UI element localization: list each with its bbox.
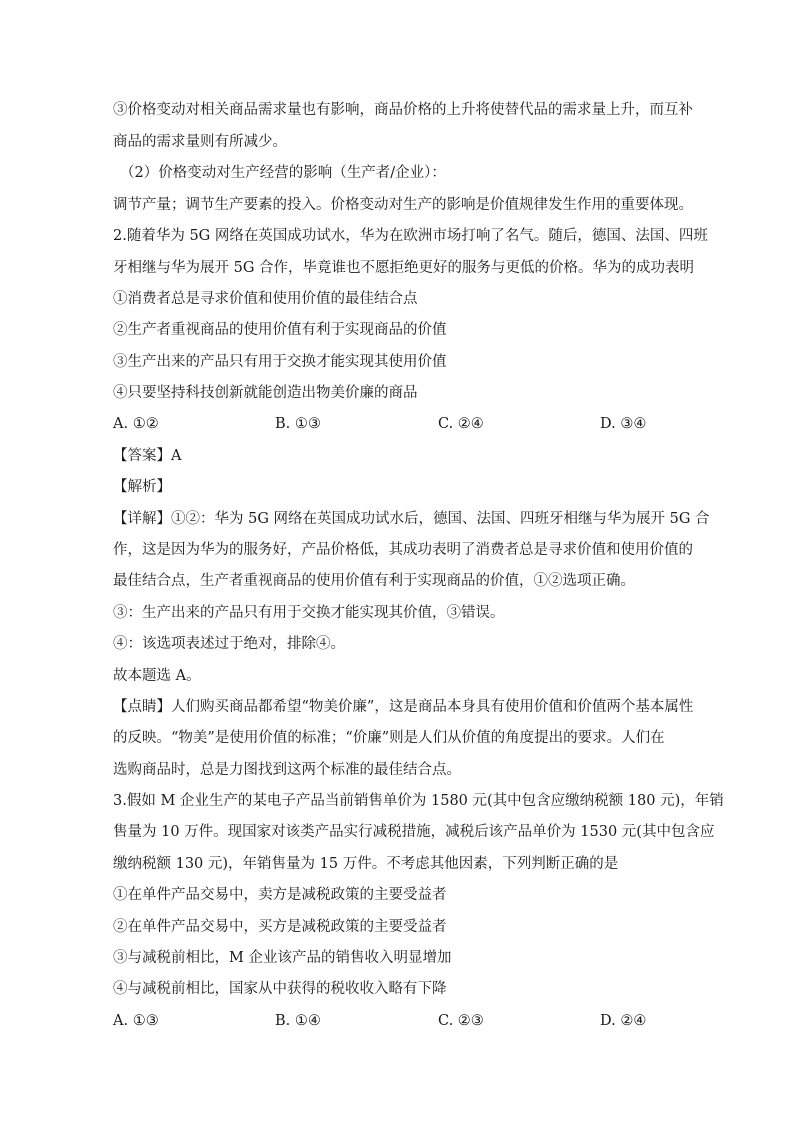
answer-label: 【答案】A [113,448,182,464]
text-line: 调节产量；调节生产要素的投入。价格变动对生产的影响是价值规律发生作用的重要体现。 [113,197,693,213]
explanation-line: 【详解】①②：华为 5G 网络在英国成功试水后，德国、法国、四班牙相继与华为展开 5G 合 [113,511,710,527]
explanation-line: 故本题选 A。 [113,668,201,684]
option-b: B. ①③ [275,416,321,432]
text-line: 商品的需求量则有所减少。 [113,134,287,150]
option-d: D. ③④ [600,416,647,432]
text-line: ③价格变动对相关商品需求量也有影响，商品价格的上升将使替代品的需求量上升，而互补 [113,102,693,118]
section-heading: （2）价格变动对生产经营的影响（生产者/企业）： [120,165,446,181]
question-2-stem: 2.随着华为 5G 网络在英国成功试水，华为在欧洲市场打响了名气。随后，德国、法国、四班 [113,228,708,244]
statement-item: ①在单件产品交易中，卖方是减税政策的主要受益者 [113,887,447,903]
statement-item: ②在单件产品交易中，买方是减税政策的主要受益者 [113,919,447,935]
tip-line: 选购商品时，总是力图找到这两个标准的最佳结合点。 [113,762,461,778]
tip-line: 的反映。“物美”是使用价值的标准；“价廉”则是人们从价值的角度提出的要求。人们在 [113,730,665,746]
tip-line: 【点睛】人们购买商品都希望“物美价廉”，这是商品本身具有使用价值和价值两个基本属性 [113,699,694,715]
statement-item: ②生产者重视商品的使用价值有利于实现商品的价值 [113,322,447,338]
question-2-stem: 牙相继与华为展开 5G 合作，毕竟谁也不愿拒绝更好的服务与更低的价格。华为的成功表明 [113,260,695,276]
statement-item: ③与减税前相比，M 企业该产品的销售收入明显增加 [113,950,452,966]
statement-item: ④与减税前相比，国家从中获得的税收收入略有下降 [113,981,447,997]
explanation-line: ③：生产出来的产品只有用于交换才能实现其价值，③错误。 [113,605,505,621]
option-b: B. ①④ [275,1013,321,1029]
option-a: A. ①② [113,416,159,432]
question-3-stem: 缴纳税额 130 元)，年销售量为 15 万件。不考虑其他因素，下列判断正确的是 [113,856,619,872]
statement-item: ①消费者总是寻求价值和使用价值的最佳结合点 [113,291,418,307]
option-d: D. ②④ [600,1013,647,1029]
statement-item: ④只要坚持科技创新就能创造出物美价廉的商品 [113,385,418,401]
explanation-line: ④：该选项表述过于绝对，排除④。 [113,636,345,652]
statement-item: ③生产出来的产品只有用于交换才能实现其使用价值 [113,354,447,370]
option-a: A. ①③ [113,1013,159,1029]
question-3-stem: 3.假如 M 企业生产的某电子产品当前销售单价为 1580 元(其中包含应缴纳税额 180 元)，年销 [113,793,724,809]
option-c: C. ②④ [438,416,484,432]
analysis-label: 【解析】 [113,479,171,495]
explanation-line: 最佳结合点，生产者重视商品的使用价值有利于实现商品的价值，①②选项正确。 [113,573,635,589]
question-3-stem: 售量为 10 万件。现国家对该类产品实行减税措施，减税后该产品单价为 1530 元(其中包含应 [113,824,715,840]
explanation-line: 作，这是因为华为的服务好，产品价格低，其成功表明了消费者总是寻求价值和使用价值的 [113,542,693,558]
option-c: C. ②③ [438,1013,484,1029]
